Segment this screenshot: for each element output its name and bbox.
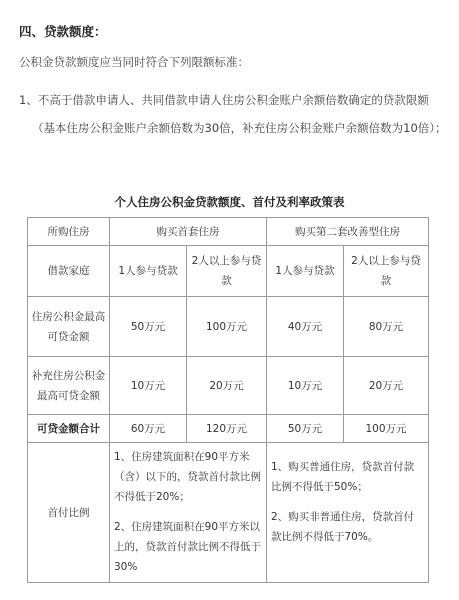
section-title: 四、贷款额度： (19, 24, 107, 39)
one-person-header: 1人参与贷款 (110, 246, 187, 297)
first-home-down-payment (110, 443, 267, 583)
first-home-rule-1: 1、住房建筑面积在90平方米（含）以下的，贷款首付款比例不得低于20%； (114, 451, 261, 503)
table-cell: 80万元 (344, 297, 429, 357)
table-row (28, 297, 429, 357)
family-header: 借款家庭 (28, 246, 110, 297)
policy-table (27, 217, 429, 583)
table-cell: 20万元 (187, 357, 267, 415)
table-cell: 100万元 (344, 415, 429, 443)
table-cell: 50万元 (110, 297, 187, 357)
table-cell: 10万元 (110, 357, 187, 415)
rule-spacer (271, 447, 424, 457)
two-plus-header: 2人以上参与贷款 (344, 246, 429, 297)
table-cell: 10万元 (267, 357, 344, 415)
table-cell: 50万元 (267, 415, 344, 443)
table-cell: 120万元 (187, 415, 267, 443)
rule-spacer (271, 497, 424, 507)
table-title: 个人住房公积金贷款额度、首付及利率政策表 (114, 195, 345, 209)
first-home-header: 购买首套住房 (110, 218, 267, 246)
first-home-rule-2: 2、住房建筑面积在90平方米以上的，贷款首付款比例不得低于30% (114, 521, 261, 573)
table-cell: 60万元 (110, 415, 187, 443)
purchase-header: 所购住房 (28, 218, 110, 246)
down-payment-label: 首付比例 (28, 443, 110, 583)
second-home-header: 购买第二套改善型住房 (267, 218, 429, 246)
rule-spacer (114, 507, 262, 517)
row-label: 可贷金额合计 (28, 415, 110, 443)
table-cell: 20万元 (344, 357, 429, 415)
intro-line-1: 公积金贷款额度应当同时符合下列限额标准： (19, 55, 249, 69)
table-cell: 40万元 (267, 297, 344, 357)
one-person-header: 1人参与贷款 (267, 246, 344, 297)
table-subheader-row (28, 246, 429, 297)
intro-line-3: （基本住房公积金账户余额倍数为30倍，补充住房公积金账户余额倍数为10倍）； (32, 121, 447, 135)
down-payment-row (28, 443, 429, 583)
policy-table-container (27, 217, 428, 573)
second-home-rule-1: 1、购买普通住房，贷款首付款比例不得低于50%； (271, 461, 415, 493)
row-label: 住房公积金最高可贷金额 (28, 297, 110, 357)
second-home-rule-2: 2、购买非普通住房，贷款首付款比例不得低于70%。 (271, 511, 415, 543)
row-label: 补充住房公积金最高可贷金额 (28, 357, 110, 415)
table-row (28, 357, 429, 415)
table-row (28, 415, 429, 443)
two-plus-header: 2人以上参与贷款 (187, 246, 267, 297)
table-cell: 100万元 (187, 297, 267, 357)
intro-line-2: 1、不高于借款申请人、共同借款申请人住房公积金账户余额倍数确定的贷款限额 (19, 93, 429, 107)
second-home-down-payment (267, 443, 429, 583)
table-header-row (28, 218, 429, 246)
